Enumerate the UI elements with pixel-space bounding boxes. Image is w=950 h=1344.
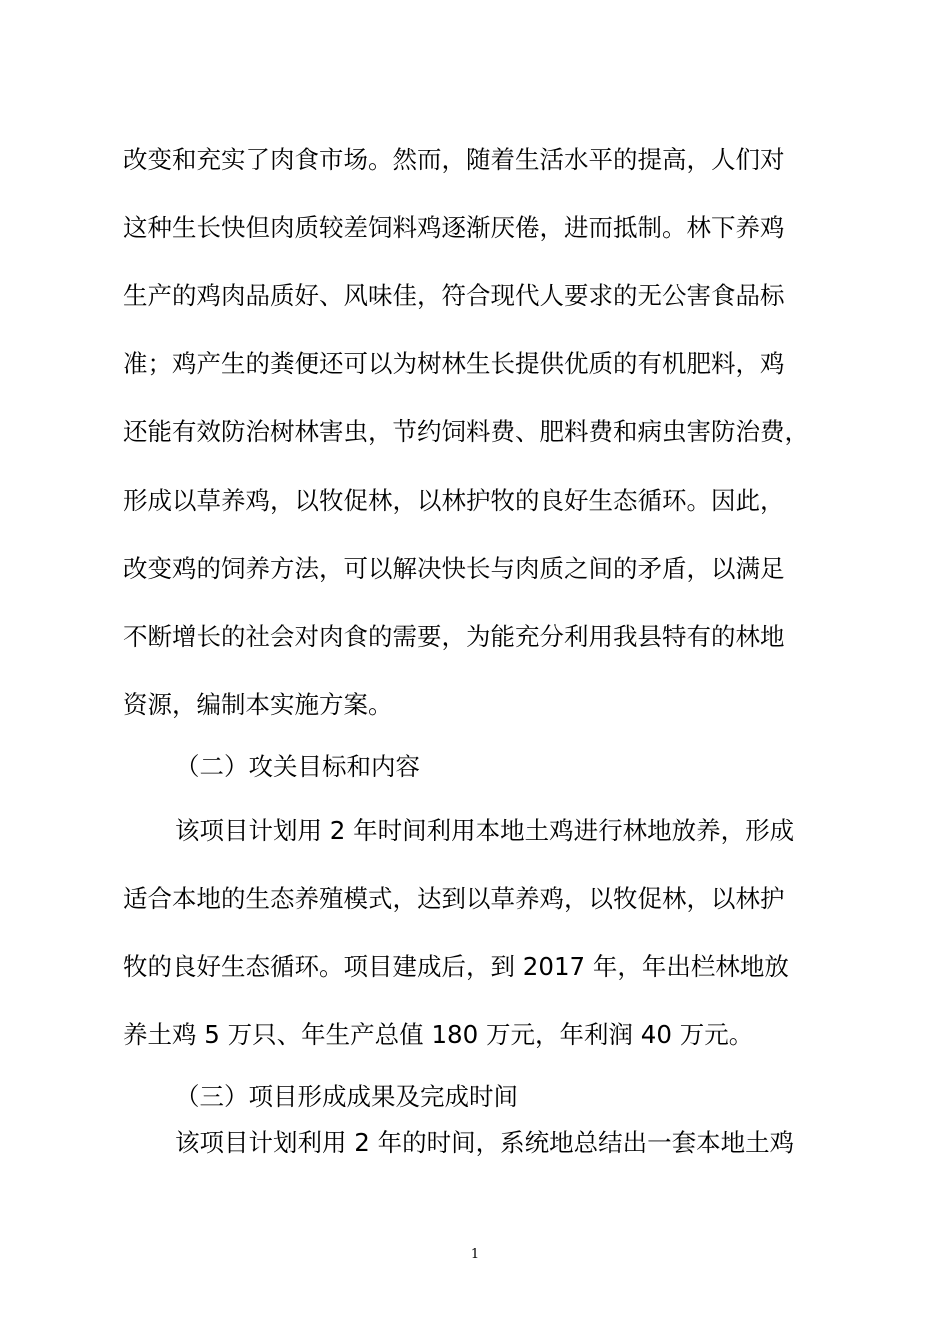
body-text-line: 形成以草养鸡，以牧促林，以林护牧的良好生态循环。因此， (123, 486, 785, 515)
section-heading: （二）攻关目标和内容 (175, 752, 420, 781)
body-text-line: 该项目计划用 2 年时间利用本地土鸡进行林地放养，形成 (175, 816, 795, 845)
body-text-line: 准；鸡产生的粪便还可以为树林生长提供优质的有机肥料，鸡 (123, 349, 785, 378)
body-text-line: 改变和充实了肉食市场。然而，随着生活水平的提高，人们对 (123, 145, 785, 174)
body-text-line: 还能有效防治树林害虫，节约饲料费、肥料费和病虫害防治费， (123, 417, 809, 446)
body-text-line: 适合本地的生态养殖模式，达到以草养鸡，以牧促林，以林护 (123, 884, 785, 913)
body-text-line: 资源，编制本实施方案。 (123, 690, 393, 719)
body-text-line: 养土鸡 5 万只、年生产总值 180 万元，年利润 40 万元。 (123, 1020, 754, 1049)
section-heading: （三）项目形成成果及完成时间 (175, 1082, 518, 1111)
page-number: 1 (470, 1247, 480, 1262)
body-text-line: 生产的鸡肉品质好、风味佳，符合现代人要求的无公害食品标 (123, 281, 785, 310)
body-text-line: 牧的良好生态循环。项目建成后，到 2017 年，年出栏林地放 (123, 952, 789, 981)
body-text-line: 该项目计划利用 2 年的时间，系统地总结出一套本地土鸡 (175, 1128, 795, 1157)
body-text-line: 这种生长快但肉质较差饲料鸡逐渐厌倦，进而抵制。林下养鸡 (123, 213, 785, 242)
body-text-line: 不断增长的社会对肉食的需要，为能充分利用我县特有的林地 (123, 622, 785, 651)
body-text-line: 改变鸡的饲养方法，可以解决快长与肉质之间的矛盾，以满足 (123, 554, 785, 583)
